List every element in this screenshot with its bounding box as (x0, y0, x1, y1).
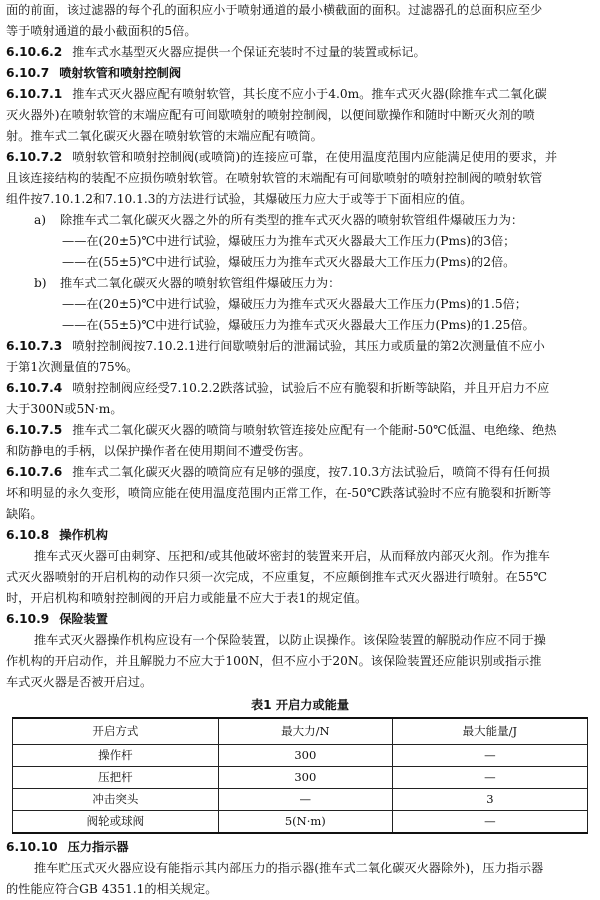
clause-6-10-7-5 (6, 420, 594, 441)
section-title: 压力指示器 (67, 840, 129, 854)
paragraph-line: 推车式灭火器可由刺穿、压把和/或其他破坏密封的装置来开启，从而释放内部灭火剂。作为推车 (34, 549, 550, 563)
list-text: 除推车式二氧化碳灭火器之外的所有类型的推车式灭火器的喷射软管组件爆破压力为： (60, 213, 524, 227)
table-cell: 压把杆 (13, 767, 219, 789)
table-cell: 阀轮或球阀 (13, 811, 219, 834)
paragraph-line: 作机构的开启动作，并且解脱力不应大于100N，但不应小于20N。该保险装置还应能识别或指示推 (6, 654, 542, 668)
paragraph-line: 时，开启机构和喷射控制阀的开启力或能量不应大于表1的规定值。 (6, 591, 368, 605)
paragraph-line: 车式灭火器是否被开启过。 (6, 675, 153, 689)
clause-text: 推车式水基型灭火器应提供一个保证充装时不过量的装置或标记。 (72, 45, 426, 59)
paragraph-line: 缺陷。 (6, 507, 43, 521)
paragraph-line: 的性能应符合GB 4351.1的相关规定。 (6, 882, 218, 896)
list-item-b (6, 273, 594, 294)
clause-text: 喷射控制阀按7.10.2.1进行间歇喷射后的泄漏试验，其压力或质量的第2次测量值不应小 (72, 339, 545, 353)
clause-text: 推车式二氧化碳灭火器的喷筒与喷射软管连接处应配有一个能耐-50℃低温、电绝缘、绝热 (72, 423, 557, 437)
table-cell: 冲击突头 (13, 789, 219, 811)
list-text: 推车式二氧化碳灭火器的喷射软管组件爆破压力为： (60, 276, 341, 290)
clause-number: 6.10.7.2 (6, 150, 63, 164)
table-row (13, 767, 588, 789)
section-heading-6-10-9 (6, 609, 594, 630)
paragraph-line: 推车贮压式灭火器应设有能指示其内部压力的指示器(推车式二氧化碳灭火器除外)，压力指示器 (34, 861, 544, 875)
section-number: 6.10.10 (6, 840, 58, 854)
table-cell: 3 (392, 789, 587, 811)
table-row (13, 789, 588, 811)
dash-item: ——在(20±5)℃中进行试验，爆破压力为推车式灭火器最大工作压力(Pms)的3倍； (62, 234, 516, 248)
list-label: b) (34, 276, 47, 290)
paragraph-line: 灭火器外)在喷射软管的末端应配有可间歇喷射的喷射控制阀，以便间歇操作和随时中断灭火剂的喷 (6, 108, 535, 122)
table-cell: 5(N·m) (218, 811, 392, 834)
paragraph-line: 面的前面，该过滤器的每个孔的面积应小于喷射通道的最小横截面的面积。过滤器孔的总面积应至少 (6, 3, 543, 17)
section-heading-6-10-7 (6, 63, 594, 84)
table-row (13, 811, 588, 834)
table-cell: 操作杆 (13, 745, 219, 767)
clause-number: 6.10.7.1 (6, 87, 63, 101)
paragraph-line: 射。推车式二氧化碳灭火器在喷射软管的末端应配有喷筒。 (6, 129, 323, 143)
section-number: 6.10.8 (6, 528, 50, 542)
clause-text: 喷射软管和喷射控制阀(或喷筒)的连接应可靠，在使用温度范围内应能满足使用的要求，并 (72, 150, 558, 164)
section-title: 喷射软管和喷射控制阀 (59, 66, 182, 80)
clause-6-10-6-2 (6, 42, 594, 63)
table-cell: — (392, 767, 587, 789)
clause-6-10-7-2 (6, 147, 594, 168)
list-item-a (6, 210, 594, 231)
table-cell: 300 (218, 745, 392, 767)
clause-number: 6.10.7.3 (6, 339, 63, 353)
paragraph-line: 等于喷射通道的最小截面积的5倍。 (6, 24, 197, 38)
opening-force-table (12, 717, 588, 834)
section-title: 保险装置 (59, 612, 108, 626)
table-row (13, 745, 588, 767)
section-heading-6-10-8 (6, 525, 594, 546)
clause-text: 推车式灭火器应配有喷射软管，其长度不应小于4.0m。推车式灭火器(除推车式二氧化碳 (72, 87, 547, 101)
clause-6-10-7-1 (6, 84, 594, 105)
section-title: 操作机构 (59, 528, 108, 542)
list-label: a) (34, 213, 47, 227)
table-cell: — (218, 789, 392, 811)
table-cell: — (392, 811, 587, 834)
clause-number: 6.10.6.2 (6, 45, 63, 59)
table-cell: — (392, 745, 587, 767)
paragraph-line: 和防静电的手柄，以保护操作者在使用期间不遭受伤害。 (6, 444, 311, 458)
clause-6-10-7-4 (6, 378, 594, 399)
clause-number: 6.10.7.5 (6, 423, 63, 437)
table-caption: 表1 开启力或能量 (250, 698, 350, 712)
paragraph-line: 式灭火器喷射的开启机构的动作只须一次完成，不应重复，不应颠倒推车式灭火器进行喷射。在55℃ (6, 570, 548, 584)
clause-number: 6.10.7.6 (6, 465, 63, 479)
table-header-cell: 开启方式 (13, 718, 219, 745)
table-header-row (13, 718, 588, 745)
clause-6-10-7-3 (6, 336, 594, 357)
paragraph-line: 坏和明显的永久变形，喷筒应能在使用温度范围内正常工作，在-50℃跌落试验时不应有脆裂和折断等 (6, 486, 552, 500)
section-number: 6.10.7 (6, 66, 50, 80)
document-page (6, 0, 594, 900)
paragraph-line: 推车式灭火器操作机构应设有一个保险装置，以防止误操作。该保险装置的解脱动作应不同于操 (34, 633, 546, 647)
paragraph-line: 于第1次测量值的75%。 (6, 360, 139, 374)
clause-number: 6.10.7.4 (6, 381, 63, 395)
paragraph-line: 大于300N或5N·m。 (6, 402, 123, 416)
table-header-cell: 最大能量/J (392, 718, 587, 745)
table-header-cell: 最大力/N (218, 718, 392, 745)
dash-item: ——在(20±5)℃中进行试验，爆破压力为推车式灭火器最大工作压力(Pms)的1.5倍； (62, 297, 527, 311)
section-number: 6.10.9 (6, 612, 50, 626)
paragraph-line: 且该连接结构的装配不应损伤喷射软管。在喷射软管的末端配有可间歇喷射的喷射控制阀的喷射软管 (6, 171, 543, 185)
dash-item: ——在(55±5)℃中进行试验，爆破压力为推车式灭火器最大工作压力(Pms)的2倍。 (62, 255, 516, 269)
clause-6-10-7-6 (6, 462, 594, 483)
dash-item: ——在(55±5)℃中进行试验，爆破压力为推车式灭火器最大工作压力(Pms)的1.25倍。 (62, 318, 535, 332)
table-cell: 300 (218, 767, 392, 789)
paragraph-line: 组件按7.10.1.2和7.10.1.3的方法进行试验，其爆破压力应大于或等于下面相应的值。 (6, 192, 473, 206)
clause-text: 喷射控制阀应经受7.10.2.2跌落试验，试验后不应有脆裂和折断等缺陷，并且开启力不应 (72, 381, 550, 395)
clause-text: 推车式二氧化碳灭火器的喷筒应有足够的强度，按7.10.3方法试验后，喷筒不得有任何损 (72, 465, 550, 479)
